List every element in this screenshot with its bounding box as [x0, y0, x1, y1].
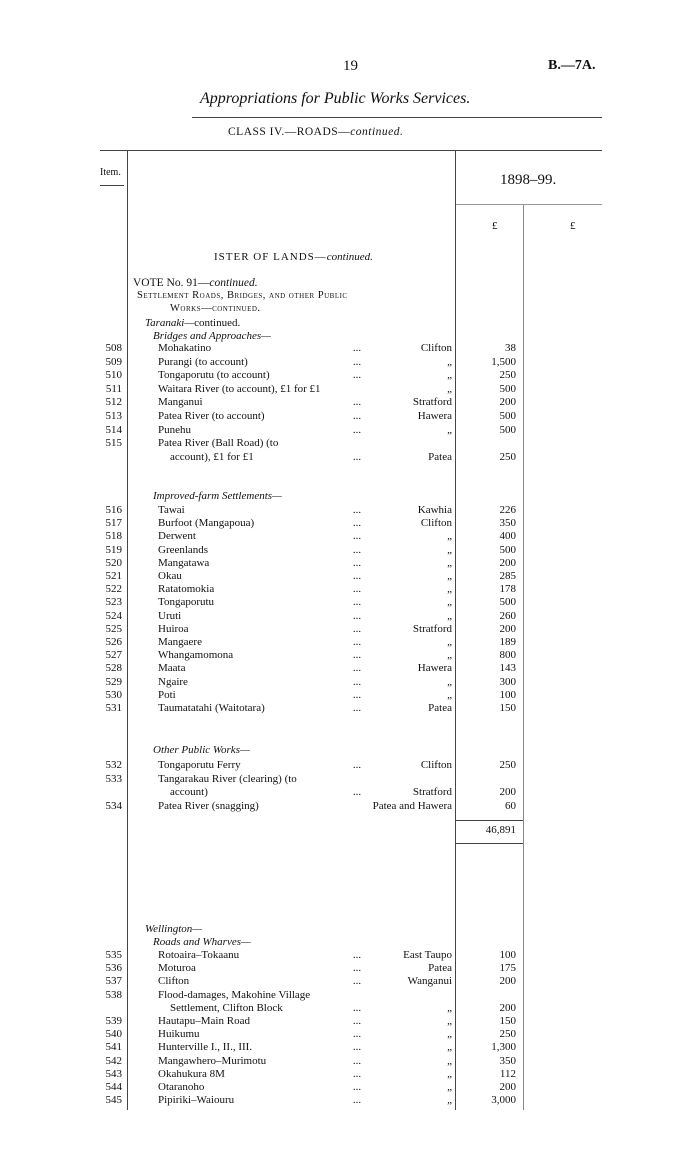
bridges-heading: Bridges and Approaches—	[153, 330, 271, 342]
item-name: Tongaporutu Ferry	[158, 759, 241, 771]
table-row	[0, 1054, 700, 1068]
item-number: 518	[105, 530, 122, 543]
leader-dots: ...	[352, 517, 362, 530]
item-location: „	[447, 649, 452, 662]
item-location: „	[447, 1067, 452, 1080]
item-location: Hawera	[417, 410, 452, 422]
item-number: 542	[105, 1054, 122, 1067]
table-row	[0, 503, 700, 517]
item-name: Flood-damages, Makohine Village	[158, 988, 311, 1001]
item-amount: 200	[499, 975, 516, 988]
item-amount: 200	[499, 786, 516, 799]
item-location: „	[447, 1094, 452, 1107]
item-location: „	[447, 530, 452, 543]
leader-dots: ...	[352, 786, 362, 799]
item-amount: 112	[499, 1067, 516, 1080]
wellington-heading: Wellington—	[145, 923, 203, 935]
item-name: Whangamomona	[158, 649, 234, 662]
item-number: 537	[105, 975, 122, 988]
item-location: „	[447, 1001, 452, 1014]
item-location: „	[447, 1015, 452, 1027]
table-row	[0, 450, 700, 464]
item-name: Manganui	[158, 396, 203, 409]
item-location: „	[447, 688, 452, 701]
item-name: Derwent	[158, 530, 196, 543]
item-header-rule	[100, 185, 124, 186]
item-amount: 250	[499, 759, 516, 771]
item-location: „	[447, 636, 452, 648]
item-number: 543	[105, 1067, 122, 1080]
item-location: Clifton	[420, 759, 452, 771]
table-row	[0, 772, 700, 786]
leader-dots: ...	[352, 1028, 362, 1041]
item-number: 534	[105, 799, 122, 812]
item-name: account), £1 for £1	[170, 450, 254, 463]
settlement-heading-line2: Works—continued.	[170, 303, 261, 314]
year-header: 1898–99.	[500, 172, 557, 188]
table-row	[0, 423, 700, 437]
table-row	[0, 582, 700, 596]
table-row	[0, 758, 700, 772]
table-row	[0, 1093, 700, 1107]
item-name: Rotoaira–Tokaanu	[158, 949, 240, 961]
table-row	[0, 569, 700, 583]
item-name: Mangatawa	[158, 556, 210, 569]
table-row	[0, 648, 700, 662]
leader-dots: ...	[352, 1041, 362, 1054]
minister-continued: continued.	[326, 251, 373, 263]
item-amount: 150	[499, 702, 516, 714]
item-number: 520	[105, 556, 122, 569]
item-amount: 200	[499, 622, 516, 635]
leader-dots: ...	[352, 355, 362, 368]
item-location: Stratford	[412, 786, 452, 799]
table-row	[0, 675, 700, 689]
item-name: Punehu	[158, 423, 191, 436]
item-number: 529	[105, 675, 122, 688]
item-location: „	[447, 675, 452, 688]
item-location: „	[447, 1054, 452, 1067]
item-name: Hunterville I., II., III.	[158, 1041, 253, 1054]
leader-dots: ...	[352, 622, 362, 635]
item-number: 522	[105, 583, 122, 596]
item-number: 512	[105, 396, 122, 409]
item-name: Moturoa	[158, 962, 196, 975]
item-number: 509	[105, 355, 122, 368]
leader-dots: ...	[352, 543, 362, 556]
leader-dots: ...	[352, 649, 362, 662]
pound-column-header-2: £	[570, 220, 576, 232]
item-name: Pipiriki–Waiouru	[158, 1094, 235, 1107]
leader-dots: ...	[352, 1081, 362, 1093]
item-number: 510	[105, 369, 122, 382]
roads-wharves-heading: Roads and Wharves—	[153, 936, 251, 948]
page-title: Appropriations for Public Works Services.	[200, 90, 471, 107]
item-name: Greenlands	[158, 543, 209, 556]
item-number: 532	[105, 759, 122, 771]
item-amount: 250	[499, 1028, 516, 1041]
leader-dots: ...	[352, 530, 362, 543]
item-name: Settlement, Clifton Block	[170, 1001, 283, 1014]
item-name: Uruti	[158, 609, 182, 622]
leader-dots: ...	[352, 423, 362, 436]
table-row	[0, 948, 700, 962]
leader-dots: ...	[352, 962, 362, 975]
item-number: 528	[105, 662, 122, 675]
table-row	[0, 701, 700, 715]
title-rule	[192, 117, 602, 118]
table-row	[0, 529, 700, 543]
page-number: 19	[343, 58, 358, 74]
item-location: East Taupo	[403, 949, 452, 961]
item-location: „	[447, 423, 452, 436]
table-row	[0, 961, 700, 975]
item-location: Stratford	[412, 396, 452, 409]
subtotal-amount: 46,891	[485, 824, 516, 836]
item-location: „	[447, 1028, 452, 1041]
item-name: Patea River (to account)	[158, 410, 265, 422]
item-name: Maata	[158, 662, 186, 675]
table-row	[0, 1027, 700, 1041]
table-row	[0, 635, 700, 649]
leader-dots: ...	[352, 636, 362, 648]
item-name: Poti	[158, 688, 176, 701]
item-number: 527	[105, 649, 122, 662]
item-name: Patea River (snagging)	[158, 799, 259, 812]
item-amount: 200	[499, 1081, 516, 1093]
item-name: Mangaere	[158, 636, 202, 648]
table-row	[0, 799, 700, 813]
item-name: Huikumu	[158, 1028, 200, 1041]
table-row	[0, 1080, 700, 1094]
leader-dots: ...	[352, 596, 362, 609]
item-number: 525	[105, 622, 122, 635]
leader-dots: ...	[352, 759, 362, 771]
leader-dots: ...	[352, 1015, 362, 1027]
item-amount: 250	[499, 450, 516, 463]
subtotal-rule-bottom	[456, 843, 523, 844]
minister-text: ISTER OF LANDS—	[214, 251, 327, 263]
item-name: Okahukura 8M	[158, 1067, 225, 1080]
item-amount: 500	[499, 382, 516, 395]
item-name: Waitara River (to account), £1 for £1	[158, 382, 321, 395]
item-location: Hawera	[417, 662, 452, 675]
item-amount: 3,000	[491, 1094, 516, 1107]
item-name: Ngaire	[158, 675, 188, 688]
taranaki-text: Taranaki—	[145, 317, 195, 329]
vote-text: VOTE No. 91—	[133, 277, 210, 289]
item-name: Hautapu–Main Road	[158, 1015, 250, 1027]
table-row	[0, 785, 700, 799]
table-row	[0, 368, 700, 382]
class-heading-continued: continued.	[350, 126, 404, 138]
item-amount: 260	[499, 609, 516, 622]
leader-dots: ...	[352, 504, 362, 516]
item-amount: 350	[499, 1054, 516, 1067]
leader-dots: ...	[352, 949, 362, 961]
item-number: 513	[105, 410, 122, 422]
leader-dots: ...	[352, 662, 362, 675]
other-heading: Other Public Works—	[153, 744, 250, 756]
item-number: 521	[105, 570, 122, 582]
item-amount: 60	[505, 799, 516, 812]
leader-dots: ...	[352, 688, 362, 701]
class-heading	[228, 126, 403, 138]
item-number: 516	[105, 504, 122, 516]
leader-dots: ...	[352, 342, 362, 354]
table-row	[0, 382, 700, 396]
item-location: „	[447, 382, 452, 395]
table-row	[0, 1014, 700, 1028]
item-number: 530	[105, 688, 122, 701]
item-number: 508	[105, 342, 122, 354]
leader-dots: ...	[352, 675, 362, 688]
item-amount: 350	[499, 517, 516, 530]
item-number: 533	[105, 772, 122, 785]
table-row	[0, 1001, 700, 1015]
class-heading-text: CLASS IV.—ROADS—	[228, 126, 351, 138]
item-number: 538	[105, 988, 122, 1001]
item-amount: 100	[499, 688, 516, 701]
item-amount: 300	[499, 675, 516, 688]
table-row	[0, 355, 700, 369]
item-name: Okau	[158, 570, 182, 582]
item-amount: 1,300	[491, 1041, 516, 1054]
settlement-heading-line1: Settlement Roads, Bridges, and other Public	[137, 290, 348, 301]
item-number: 544	[105, 1081, 122, 1093]
leader-dots: ...	[352, 1054, 362, 1067]
item-number: 514	[105, 423, 122, 436]
leader-dots: ...	[352, 410, 362, 422]
item-location: „	[447, 609, 452, 622]
item-name: Mohakatino	[158, 342, 212, 354]
item-name: Clifton	[158, 975, 190, 988]
item-amount: 200	[499, 1001, 516, 1014]
item-location: Wanganui	[407, 975, 452, 988]
leader-dots: ...	[352, 975, 362, 988]
taranaki-continued: continued.	[194, 317, 241, 329]
document-reference: B.—7A.	[548, 58, 596, 73]
table-row	[0, 516, 700, 530]
item-name: Ratatomokia	[158, 583, 215, 596]
item-number: 535	[105, 949, 122, 961]
item-amount: 250	[499, 369, 516, 382]
table-row	[0, 1040, 700, 1054]
item-number: 545	[105, 1094, 122, 1107]
table-row	[0, 543, 700, 557]
item-name: Patea River (Ball Road) (to	[158, 437, 279, 450]
item-name: Tawai	[158, 504, 185, 516]
taranaki-heading	[145, 317, 240, 329]
item-amount: 200	[499, 556, 516, 569]
item-name: Taumatatahi (Waitotara)	[158, 702, 265, 714]
item-amount: 800	[499, 649, 516, 662]
table-row	[0, 556, 700, 570]
item-amount: 285	[499, 570, 516, 582]
leader-dots: ...	[352, 570, 362, 582]
item-amount: 100	[499, 949, 516, 961]
item-name: Tangarakau River (clearing) (to	[158, 772, 297, 785]
item-name: Huiroa	[158, 622, 189, 635]
leader-dots: ...	[352, 450, 362, 463]
item-number: 539	[105, 1015, 122, 1027]
table-row	[0, 395, 700, 409]
vote-continued: continued.	[209, 277, 258, 289]
leader-dots: ...	[352, 556, 362, 569]
item-amount: 175	[499, 962, 516, 975]
item-number: 540	[105, 1028, 122, 1041]
leader-dots: ...	[352, 369, 362, 382]
year-header-rule	[455, 204, 602, 205]
item-name: Purangi (to account)	[158, 355, 248, 368]
item-location: „	[447, 570, 452, 582]
item-amount: 143	[499, 662, 516, 675]
item-amount: 500	[499, 543, 516, 556]
item-location: Patea	[428, 702, 452, 714]
item-location: Patea	[428, 962, 452, 975]
item-number: 519	[105, 543, 122, 556]
item-location: „	[447, 355, 452, 368]
leader-dots: ...	[352, 583, 362, 596]
subtotal-rule-top	[456, 820, 523, 821]
leader-dots: ...	[352, 609, 362, 622]
table-row	[0, 341, 700, 355]
item-amount: 500	[499, 410, 516, 422]
item-location: „	[447, 556, 452, 569]
pound-column-header: £	[492, 220, 498, 232]
item-amount: 150	[499, 1015, 516, 1027]
item-name: Otaranoho	[158, 1081, 205, 1093]
item-name: Tongaporutu (to account)	[158, 369, 270, 382]
minister-heading	[214, 251, 373, 263]
leader-dots: ...	[352, 396, 362, 409]
item-amount: 38	[505, 342, 516, 354]
item-amount: 500	[499, 596, 516, 609]
leader-dots: ...	[352, 702, 362, 714]
item-number: 541	[105, 1041, 122, 1054]
item-number: 531	[105, 702, 122, 714]
table-row	[0, 688, 700, 702]
leader-dots: ...	[352, 1094, 362, 1107]
item-location: Patea and Hawera	[372, 799, 452, 812]
item-name: Tongaporutu	[158, 596, 215, 609]
item-location: „	[447, 1041, 452, 1054]
leader-dots: ...	[352, 1067, 362, 1080]
table-row	[0, 436, 700, 450]
item-location: „	[447, 1081, 452, 1093]
item-amount: 226	[499, 504, 516, 516]
item-location: „	[447, 543, 452, 556]
leader-dots: ...	[352, 1001, 362, 1014]
item-column-header: Item.	[100, 167, 121, 178]
item-number: 515	[105, 437, 122, 450]
item-location: Clifton	[420, 517, 452, 530]
table-row	[0, 409, 700, 423]
item-amount: 1,500	[491, 355, 516, 368]
item-amount: 500	[499, 423, 516, 436]
item-number: 523	[105, 596, 122, 609]
item-location: Kawhia	[417, 504, 452, 516]
item-name: Burfoot (Mangapoua)	[158, 517, 255, 530]
table-row	[0, 622, 700, 636]
item-number: 524	[105, 609, 122, 622]
item-location: Clifton	[420, 342, 452, 354]
table-row	[0, 988, 700, 1002]
item-name: Mangawhero–Murimotu	[158, 1054, 267, 1067]
improved-heading: Improved-farm Settlements—	[153, 490, 282, 502]
item-location: Stratford	[412, 622, 452, 635]
item-number: 526	[105, 636, 122, 648]
header-rule	[100, 150, 602, 151]
vote-heading	[133, 277, 258, 289]
item-amount: 189	[499, 636, 516, 648]
table-row	[0, 661, 700, 675]
item-amount: 178	[499, 583, 516, 596]
table-row	[0, 609, 700, 623]
item-location: „	[447, 369, 452, 382]
table-row	[0, 595, 700, 609]
item-number: 536	[105, 962, 122, 975]
item-location: „	[447, 596, 452, 609]
item-name: account)	[170, 786, 208, 799]
table-row	[0, 974, 700, 988]
table-row	[0, 1067, 700, 1081]
item-location: „	[447, 583, 452, 596]
item-number: 517	[105, 517, 122, 530]
item-amount: 200	[499, 396, 516, 409]
item-location: Patea	[428, 450, 452, 463]
item-amount: 400	[499, 530, 516, 543]
item-number: 511	[105, 382, 122, 395]
